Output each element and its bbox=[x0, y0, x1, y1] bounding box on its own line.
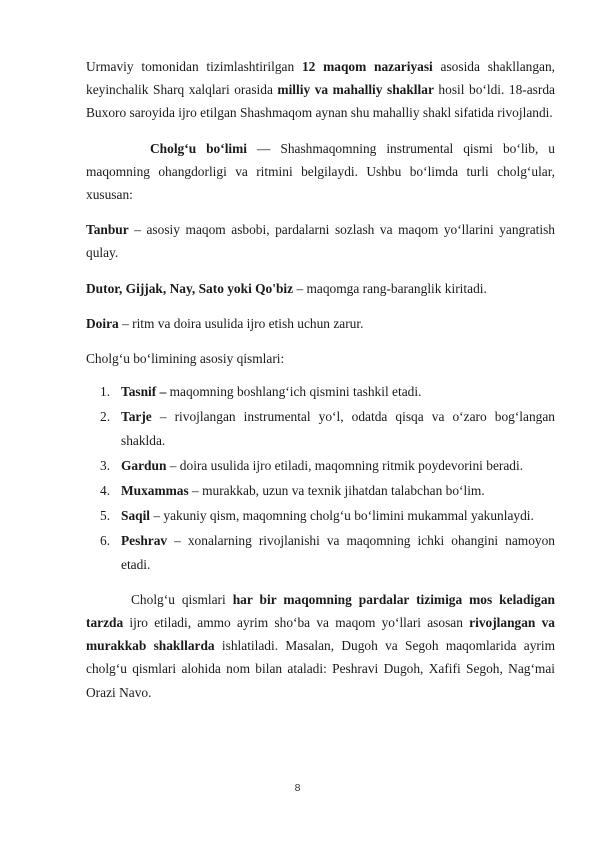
list-item: 4. Muxammas – murakkab, uzun va texnik jihatdan talabchan bo‘lim. bbox=[100, 483, 485, 499]
document-body bbox=[86, 55, 555, 704]
list-item: 1. Tasnif – maqomning boshlang‘ich qismini tashkil etadi. bbox=[100, 384, 422, 400]
page-number: 8 bbox=[294, 782, 301, 794]
instrument-doira: Doira – ritm va doira usulida ijro etish uchun zarur. bbox=[86, 315, 364, 331]
list-item: 5. Saqil – yakuniy qism, maqomning cholg‘u bo‘limini mukammal yakunlaydi. bbox=[100, 508, 534, 524]
list-intro: Cholg‘u bo‘limining asosiy qismlari: bbox=[86, 351, 285, 367]
instrument-tanbur: Tanbur – asosiy maqom asbobi, pardalarni sozlash va maqom yo‘llarini yangratish qulay. bbox=[86, 222, 555, 261]
bold-term: 12 maqom nazariyasi bbox=[301, 59, 433, 74]
list-item: 3. Gardun – doira usulida ijro etiladi, maqomning ritmik poydevorini beradi. bbox=[100, 457, 524, 473]
bold-term: milliy va mahalliy shakllar bbox=[277, 82, 434, 98]
parts-list bbox=[86, 380, 555, 576]
section-heading-term: Cholg‘u bo‘limi bbox=[150, 140, 248, 156]
instrumental-section-paragraph: Cholg‘u bo‘limi — Shashmaqomning instrumental qismi bo‘lib, u maqomning ohangdorligi va ritmini belgilaydi. Ushbu bo‘limda turli cholg‘ular, xususan: bbox=[86, 140, 555, 203]
instrument-group: Dutor, Gijjak, Nay, Sato yoki Qo'biz – maqomga rang-baranglik kiritadi. bbox=[86, 280, 487, 296]
list-item: 2. Tarje – rivojlangan instrumental yo‘l, odatda qisqa va o‘zaro bog‘langan shaklda. bbox=[100, 409, 555, 448]
intro-paragraph: Urmaviy tomonidan tizimlashtirilgan 12 maqom nazariyasi asosida shakllangan, keyinchalik Sharq xalqlari orasida milliy va mahalliy shakllar hosil bo‘ldi. 18-asrda Buxoro saroyida ijro etilgan Shashmaqom aynan shu mahalliy shakl sifatida rivojlandi. bbox=[86, 59, 556, 121]
closing-paragraph: Cholg‘u qismlari har bir maqomning pardalar tizimiga mos keladigan tarzda ijro etiladi, ammo ayrim sho‘ba va maqom yo‘llari asosan rivojlangan va murakkab shakllarda ishlatiladi. Masalan, Dugoh va Segoh maqomlarida ayrim cholg‘u qismlari alohida nom bilan ataladi: Peshravi Dugoh, Xafifi Segoh, Nag‘mai Orazi Navo. bbox=[86, 591, 555, 700]
list-item: 6. Peshrav – xonalarning rivojlanishi va maqomning ichki ohangini namoyon etadi. bbox=[100, 533, 555, 572]
